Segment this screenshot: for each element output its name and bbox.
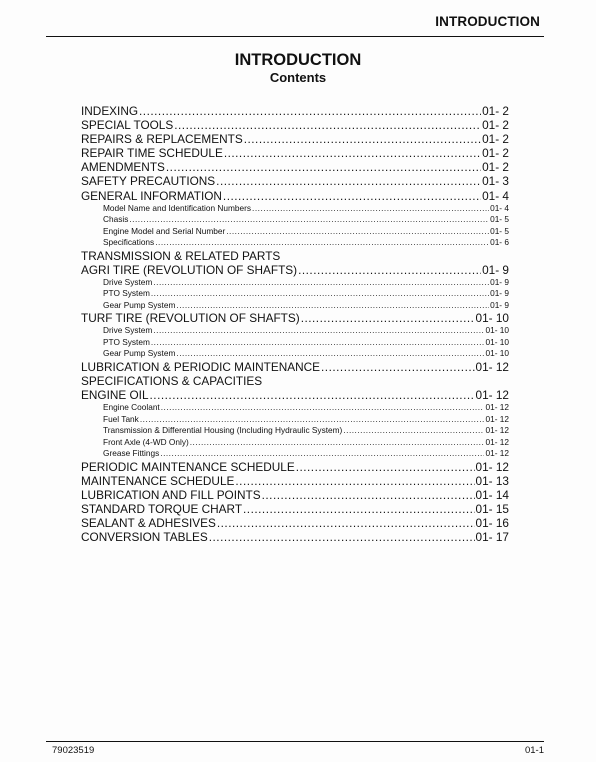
dot-leader	[166, 160, 481, 174]
dot-leader	[190, 437, 485, 449]
dot-leader	[244, 132, 481, 146]
toc-entry	[81, 146, 509, 160]
toc-entry-page: 01- 17	[475, 530, 509, 545]
toc-entry-label: SPECIAL TOOLS	[81, 118, 174, 133]
toc-entry	[81, 530, 509, 544]
running-header: INTRODUCTION	[435, 14, 540, 29]
toc-entry-label: REPAIR TIME SCHEDULE	[81, 146, 223, 161]
toc-entry-page: 01- 12	[475, 388, 509, 403]
toc-subentry	[81, 300, 509, 312]
toc-entry-label: Transmission & Differential Housing (Including Hydraulic System)	[103, 425, 343, 436]
dot-leader	[216, 174, 481, 188]
page-number: 01-1	[524, 745, 544, 756]
dot-leader	[209, 530, 475, 544]
toc-subentry	[81, 348, 509, 360]
toc-subentry	[81, 437, 509, 449]
toc-entry-label: AMENDMENTS	[81, 160, 165, 175]
toc-entry-label: Grease Fittings	[103, 448, 160, 459]
dot-leader	[301, 311, 475, 325]
dot-leader	[161, 402, 485, 414]
toc-entry	[81, 488, 509, 502]
toc-entry-label: PERIODIC MAINTENANCE SCHEDULE	[81, 459, 295, 474]
dot-leader	[298, 263, 481, 277]
toc-entry-label: Gear Pump System	[103, 299, 176, 310]
toc-entry-page: 01- 15	[475, 502, 509, 516]
dot-leader	[243, 502, 475, 516]
toc-entry-label: Specifications	[103, 237, 155, 248]
toc-entry	[81, 311, 509, 325]
toc-subentry	[81, 448, 509, 460]
toc-entry-label: Front Axle (4-WD Only)	[103, 436, 189, 447]
dot-leader	[174, 118, 481, 132]
toc-entry-label: Chasis	[103, 214, 129, 225]
toc-entry	[81, 118, 509, 132]
toc-entry-page: 01- 9	[490, 276, 509, 287]
toc-entry-label: SAFETY PRECAUTIONS	[81, 174, 216, 189]
toc-entry-page: 01- 5	[490, 225, 509, 236]
toc-entry-label: Fuel Tank	[103, 413, 139, 424]
toc-subentry	[81, 203, 509, 215]
toc-subentry	[81, 325, 509, 337]
dot-leader	[252, 203, 489, 215]
dot-leader	[343, 425, 484, 437]
toc-entry	[81, 388, 509, 402]
page-subtitle: Contents	[269, 70, 327, 85]
dot-leader	[160, 448, 484, 460]
dot-leader	[139, 104, 481, 118]
toc-entry-page: 01- 12	[475, 459, 509, 474]
toc-entry-label: ENGINE OIL	[81, 388, 149, 403]
toc-entry-page: 01- 2	[482, 104, 509, 118]
dot-leader	[140, 414, 485, 426]
toc-entry-label: Drive System	[103, 325, 153, 336]
toc-entry-page: 01- 2	[482, 118, 509, 133]
toc-subentry	[81, 237, 509, 249]
toc-entry	[81, 189, 509, 203]
toc-entry-page: 01- 14	[475, 487, 509, 502]
toc-entry	[81, 516, 509, 530]
toc-entry-label: INDEXING	[81, 104, 139, 118]
toc-entry-page: 01- 4	[490, 202, 509, 213]
dot-leader	[235, 474, 474, 488]
dot-leader	[262, 488, 475, 502]
dot-leader	[151, 337, 485, 349]
toc-entry-page: 01- 10	[485, 325, 509, 336]
toc-subentry	[81, 414, 509, 426]
toc-entry-label: STANDARD TORQUE CHART	[81, 502, 243, 516]
toc-entry-page: 01- 12	[485, 425, 509, 436]
toc-entry	[81, 263, 509, 277]
dot-leader	[150, 388, 475, 402]
toc-entry-page: 01- 9	[490, 299, 509, 310]
toc-subentry	[81, 288, 509, 300]
toc-entry-page: 01- 9	[482, 262, 509, 277]
toc-entry	[81, 160, 509, 174]
page-title: INTRODUCTION	[234, 51, 362, 69]
toc-entry-label: MAINTENANCE SCHEDULE	[81, 473, 235, 488]
toc-entry-page: 01- 2	[482, 160, 509, 175]
toc-entry	[81, 502, 509, 516]
dot-leader	[321, 360, 475, 374]
toc-subentry	[81, 402, 509, 414]
dot-leader	[151, 288, 489, 300]
toc-entry-label: Gear Pump System	[103, 348, 176, 359]
toc-entry	[81, 474, 509, 488]
toc-entry-page: 01- 4	[482, 188, 509, 203]
toc-entry-label: Engine Model and Serial Number	[103, 225, 226, 236]
toc-entry-page: 01- 12	[485, 413, 509, 424]
dot-leader	[153, 277, 489, 289]
toc-entry	[81, 174, 509, 188]
toc-entry-label: PTO System	[103, 336, 150, 347]
toc-entry-label: REPAIRS & REPLACEMENTS	[81, 132, 243, 147]
toc-entry-page: 01- 2	[482, 132, 509, 147]
dot-leader	[224, 146, 481, 160]
toc-entry-page: 01- 12	[485, 436, 509, 447]
header-rule	[46, 36, 544, 37]
table-of-contents	[81, 104, 509, 544]
toc-subentry	[81, 226, 509, 238]
dot-leader	[176, 348, 484, 360]
toc-entry	[81, 104, 509, 118]
toc-entry-label: GENERAL INFORMATION	[81, 188, 222, 203]
toc-subentry	[81, 337, 509, 349]
dot-leader	[129, 214, 489, 226]
toc-entry-page: 01- 5	[490, 214, 509, 225]
toc-entry	[81, 360, 509, 374]
toc-entry	[81, 460, 509, 474]
toc-entry-label: Model Name and Identification Numbers	[103, 202, 252, 213]
toc-subentry	[81, 214, 509, 226]
toc-entry-label: SEALANT & ADHESIVES	[81, 516, 216, 531]
toc-entry-page: 01- 2	[482, 146, 509, 161]
toc-entry-page: 01- 9	[490, 288, 509, 299]
toc-entry-page: 01- 10	[485, 336, 509, 347]
toc-entry-label: LUBRICATION & PERIODIC MAINTENANCE	[81, 359, 321, 374]
toc-subentry	[81, 425, 509, 437]
toc-entry-page: 01- 12	[485, 448, 509, 459]
dot-leader	[226, 226, 489, 238]
toc-entry-label: LUBRICATION AND FILL POINTS	[81, 487, 261, 502]
dot-leader	[153, 325, 484, 337]
toc-entry-page: 01- 10	[475, 311, 509, 326]
toc-entry	[81, 374, 509, 388]
dot-leader	[176, 300, 489, 312]
dot-leader	[217, 516, 475, 530]
toc-entry-label: CONVERSION TABLES	[81, 530, 208, 545]
dot-leader	[223, 189, 481, 203]
footer-rule	[46, 741, 544, 742]
dot-leader	[155, 237, 489, 249]
toc-entry-page: 01- 10	[485, 348, 509, 359]
toc-entry	[81, 132, 509, 146]
toc-entry-page: 01- 16	[475, 516, 509, 531]
toc-entry-label: TURF TIRE (REVOLUTION OF SHAFTS)	[81, 311, 300, 326]
toc-entry-page: 01- 12	[475, 359, 509, 374]
toc-entry	[81, 249, 509, 263]
toc-entry-label: Drive System	[103, 276, 153, 287]
toc-entry-label: SPECIFICATIONS & CAPACITIES	[81, 374, 263, 389]
dot-leader	[296, 460, 475, 474]
toc-subentry	[81, 277, 509, 289]
toc-entry-label: TRANSMISSION & RELATED PARTS	[81, 248, 281, 263]
toc-entry-page: 01- 13	[475, 473, 509, 488]
toc-entry-label: AGRI TIRE (REVOLUTION OF SHAFTS)	[81, 262, 298, 277]
toc-entry-page: 01- 6	[490, 237, 509, 248]
toc-entry-label: Engine Coolant	[103, 402, 160, 413]
toc-entry-page: 01- 3	[482, 174, 509, 189]
toc-entry-label: PTO System	[103, 288, 150, 299]
document-number: 79023519	[52, 745, 95, 756]
toc-entry-page: 01- 12	[485, 402, 509, 413]
